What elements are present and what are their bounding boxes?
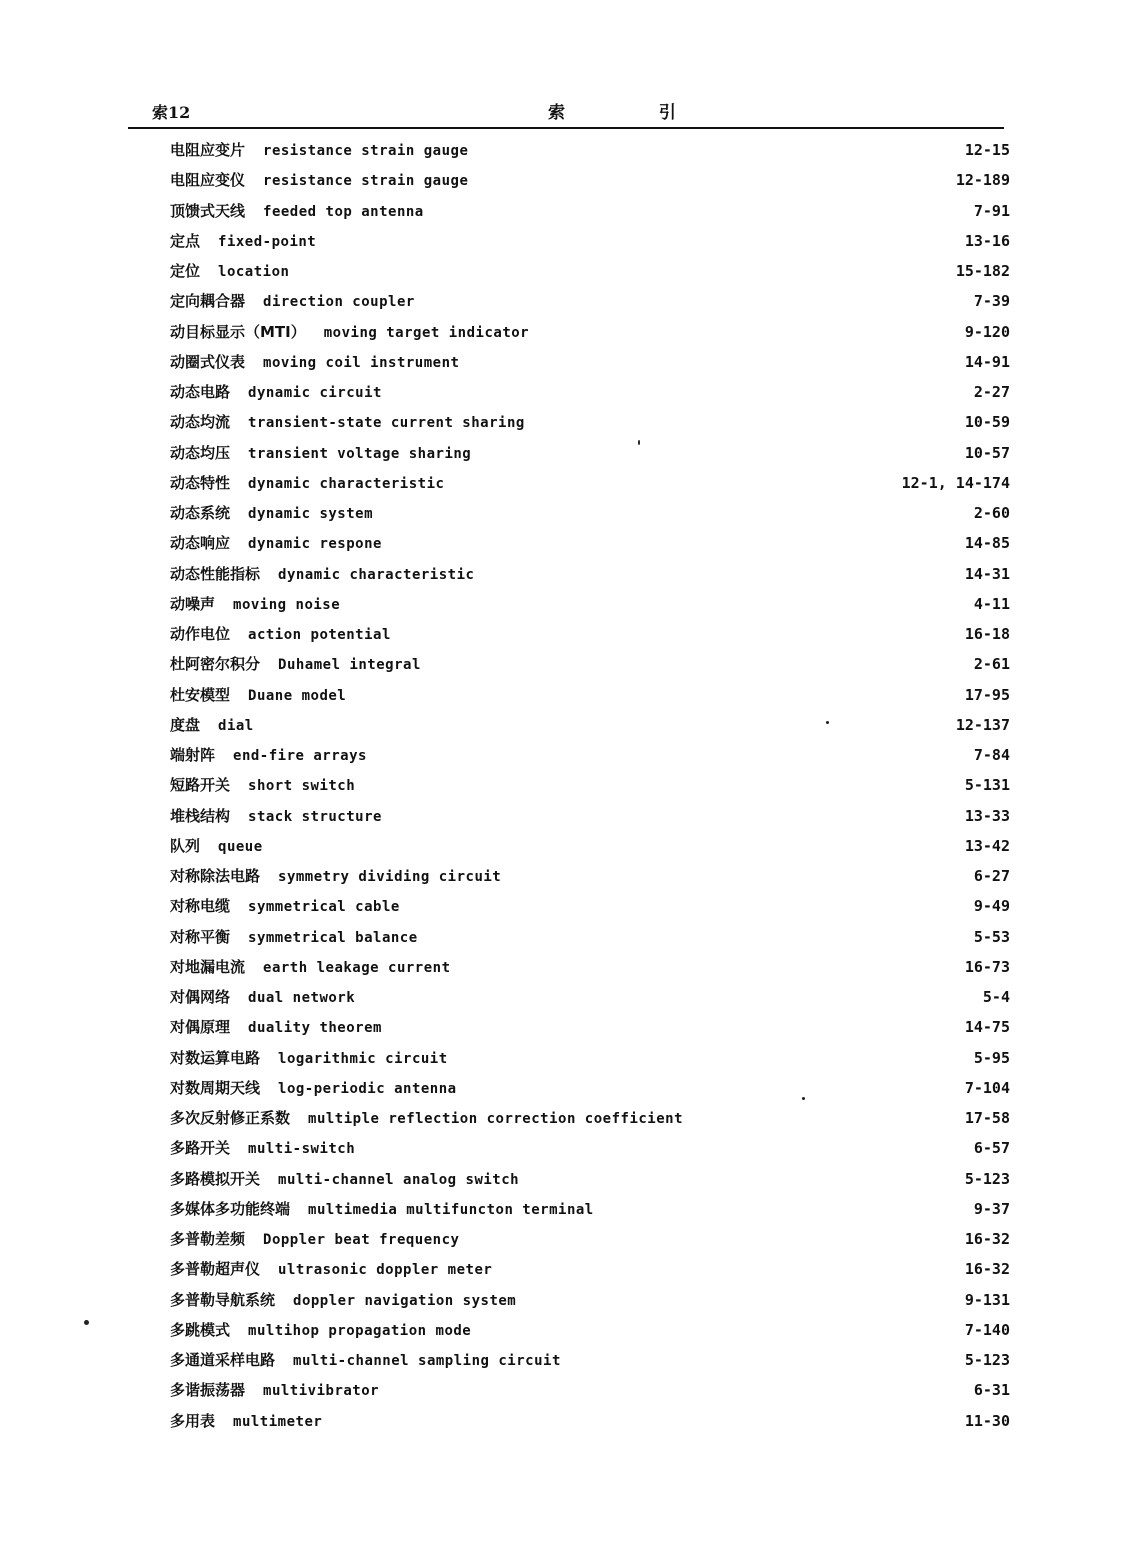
index-entry bbox=[170, 137, 1010, 167]
index-entry bbox=[170, 288, 1010, 318]
entry-english-term: logarithmic circuit bbox=[278, 1050, 448, 1067]
entry-page-reference: 5-131 bbox=[964, 776, 1010, 795]
index-entry bbox=[170, 1045, 1010, 1075]
index-entry-list bbox=[170, 137, 1010, 1438]
entry-page-reference: 15-182 bbox=[955, 262, 1010, 280]
index-entry bbox=[170, 954, 1010, 984]
entry-chinese-term: 多跳模式 bbox=[170, 1320, 231, 1339]
entry-chinese-term: 顶馈式天线 bbox=[170, 201, 246, 220]
entry-chinese-term: 杜安模型 bbox=[170, 685, 231, 704]
entry-chinese-term: 对地漏电流 bbox=[170, 957, 246, 976]
index-entry bbox=[170, 228, 1010, 258]
index-entry bbox=[170, 1135, 1010, 1165]
entry-chinese-term: 多路模拟开关 bbox=[170, 1169, 261, 1188]
index-entry bbox=[170, 1014, 1010, 1044]
entry-page-reference: 5-123 bbox=[964, 1351, 1010, 1369]
entry-chinese-term: 动圈式仪表 bbox=[170, 352, 246, 371]
entry-page-reference: 12-15 bbox=[964, 141, 1010, 159]
index-entry bbox=[170, 1196, 1010, 1226]
index-entry bbox=[170, 1377, 1010, 1407]
entry-english-term: duality theorem bbox=[248, 1020, 382, 1037]
entry-page-reference: 7-84 bbox=[973, 746, 1010, 764]
entry-page-reference: 2-27 bbox=[973, 383, 1010, 401]
entry-english-term: multi-channel sampling circuit bbox=[293, 1353, 561, 1369]
entry-english-term: direction coupler bbox=[263, 294, 415, 311]
entry-page-reference: 11-30 bbox=[964, 1411, 1010, 1430]
entry-chinese-term: 度盘 bbox=[170, 715, 201, 734]
entry-chinese-term: 动态均流 bbox=[170, 413, 231, 432]
entry-english-term: dynamic circuit bbox=[248, 385, 382, 401]
index-entry bbox=[170, 500, 1010, 530]
entry-english-term: dynamic respone bbox=[248, 536, 382, 553]
entry-english-term: feeded top antenna bbox=[263, 203, 424, 220]
entry-chinese-term: 电阻应变片 bbox=[170, 141, 246, 159]
entry-chinese-term: 杜阿密尔积分 bbox=[170, 655, 261, 674]
entry-english-term: multivibrator bbox=[263, 1383, 380, 1400]
entry-english-term: resistance strain gauge bbox=[263, 143, 469, 159]
index-entry bbox=[170, 198, 1010, 228]
index-entry bbox=[170, 1226, 1010, 1256]
entry-page-reference: 16-32 bbox=[964, 1230, 1010, 1248]
entry-chinese-term: 定向耦合器 bbox=[170, 292, 246, 311]
index-entry bbox=[170, 1408, 1010, 1438]
entry-page-reference: 6-57 bbox=[973, 1139, 1010, 1158]
entry-english-term: multimedia multifuncton terminal bbox=[308, 1201, 594, 1218]
entry-page-reference: 2-60 bbox=[973, 504, 1010, 522]
entry-chinese-term: 动态响应 bbox=[170, 534, 231, 553]
entry-chinese-term: 电阻应变仪 bbox=[170, 171, 246, 190]
index-entry bbox=[170, 1166, 1010, 1196]
index-entry bbox=[170, 803, 1010, 833]
entry-english-term: location bbox=[218, 264, 290, 280]
entry-english-term: action potential bbox=[248, 627, 391, 643]
entry-chinese-term: 多谐振荡器 bbox=[170, 1381, 246, 1400]
entry-english-term: symmetrical cable bbox=[248, 899, 400, 916]
entry-english-term: dynamic system bbox=[248, 506, 374, 522]
scan-speck bbox=[638, 440, 640, 445]
entry-page-reference: 14-75 bbox=[964, 1018, 1010, 1037]
index-entry bbox=[170, 167, 1010, 197]
index-entry bbox=[170, 682, 1010, 712]
index-entry bbox=[170, 440, 1010, 470]
index-entry bbox=[170, 349, 1010, 379]
entry-page-reference: 6-31 bbox=[973, 1381, 1010, 1400]
entry-chinese-term: 多路开关 bbox=[170, 1139, 231, 1158]
entry-chinese-term: 对数周期天线 bbox=[170, 1078, 261, 1097]
entry-page-reference: 14-91 bbox=[964, 352, 1010, 371]
entry-page-reference: 17-58 bbox=[964, 1109, 1010, 1127]
index-entry bbox=[170, 712, 1010, 742]
entry-english-term: short switch bbox=[248, 778, 356, 795]
entry-page-reference: 6-27 bbox=[973, 867, 1010, 885]
entry-chinese-term: 动态性能指标 bbox=[170, 564, 261, 583]
page-title: 索 引 bbox=[548, 103, 720, 123]
index-entry bbox=[170, 1105, 1010, 1135]
entry-english-term: moving target indicator bbox=[323, 324, 530, 341]
entry-page-reference: 4-11 bbox=[973, 594, 1010, 613]
entry-page-reference: 5-95 bbox=[973, 1048, 1010, 1067]
index-entry bbox=[170, 470, 1010, 500]
entry-chinese-term: 多普勒导航系统 bbox=[170, 1290, 276, 1309]
index-entry bbox=[170, 1075, 1010, 1105]
scan-speck bbox=[826, 721, 829, 724]
entry-english-term: multimeter bbox=[233, 1413, 323, 1430]
entry-page-reference: 13-33 bbox=[964, 806, 1010, 825]
index-entry bbox=[170, 924, 1010, 954]
entry-english-term: transient voltage sharing bbox=[248, 445, 472, 462]
index-entry bbox=[170, 561, 1010, 591]
entry-page-reference: 9-37 bbox=[973, 1199, 1010, 1218]
page-header bbox=[128, 96, 1004, 126]
entry-chinese-term: 短路开关 bbox=[170, 776, 231, 795]
entry-english-term: queue bbox=[218, 838, 263, 855]
entry-english-term: Duane model bbox=[248, 687, 347, 704]
entry-page-reference: 12-189 bbox=[955, 171, 1010, 190]
entry-page-reference: 7-104 bbox=[964, 1078, 1010, 1097]
entry-english-term: dynamic characteristic bbox=[248, 475, 445, 492]
entry-page-reference: 5-123 bbox=[964, 1169, 1010, 1188]
entry-english-term: Doppler beat frequency bbox=[263, 1232, 460, 1248]
entry-page-reference: 9-120 bbox=[964, 322, 1010, 341]
entry-english-term: multi-switch bbox=[248, 1141, 356, 1158]
entry-english-term: multiple reflection correction coefficient bbox=[308, 1111, 684, 1127]
index-entry bbox=[170, 742, 1010, 772]
entry-page-reference: 16-18 bbox=[964, 625, 1010, 643]
entry-page-reference: 9-49 bbox=[973, 897, 1010, 916]
entry-english-term: Duhamel integral bbox=[278, 657, 421, 674]
entry-page-reference: 16-73 bbox=[964, 957, 1010, 976]
entry-english-term: resistance strain gauge bbox=[263, 173, 469, 190]
index-entry bbox=[170, 1317, 1010, 1347]
entry-page-reference: 14-85 bbox=[964, 534, 1010, 553]
entry-english-term: end-fire arrays bbox=[233, 748, 367, 764]
index-entry bbox=[170, 319, 1010, 349]
entry-english-term: doppler navigation system bbox=[293, 1292, 517, 1309]
entry-chinese-term: 定位 bbox=[170, 262, 201, 280]
index-entry bbox=[170, 1347, 1010, 1377]
entry-chinese-term: 动噪声 bbox=[170, 594, 216, 613]
entry-page-reference: 12-137 bbox=[955, 715, 1010, 734]
entry-page-reference: 14-31 bbox=[964, 564, 1010, 583]
entry-chinese-term: 动目标显示（MTI） bbox=[170, 322, 306, 341]
entry-page-reference: 5-53 bbox=[973, 927, 1010, 946]
entry-chinese-term: 多通道采样电路 bbox=[170, 1351, 276, 1369]
entry-page-reference: 9-131 bbox=[964, 1290, 1010, 1309]
scan-speck bbox=[802, 1097, 805, 1100]
index-entry bbox=[170, 833, 1010, 863]
entry-english-term: dual network bbox=[248, 990, 356, 1006]
entry-page-reference: 13-16 bbox=[964, 231, 1010, 250]
entry-english-term: dial bbox=[218, 717, 254, 734]
entry-page-reference: 10-59 bbox=[964, 413, 1010, 432]
entry-english-term: log-periodic antenna bbox=[278, 1080, 457, 1097]
entry-english-term: moving noise bbox=[233, 596, 341, 613]
entry-chinese-term: 对偶原理 bbox=[170, 1018, 231, 1037]
entry-page-reference: 16-32 bbox=[964, 1260, 1010, 1279]
index-entry bbox=[170, 984, 1010, 1014]
entry-page-reference: 2-61 bbox=[973, 655, 1010, 674]
entry-english-term: fixed-point bbox=[218, 233, 317, 250]
entry-chinese-term: 动态均压 bbox=[170, 443, 231, 462]
entry-chinese-term: 对称电缆 bbox=[170, 897, 231, 916]
entry-chinese-term: 多媒体多功能终端 bbox=[170, 1199, 291, 1218]
entry-page-reference: 7-39 bbox=[973, 292, 1010, 311]
entry-chinese-term: 动态系统 bbox=[170, 504, 231, 522]
entry-english-term: earth leakage current bbox=[263, 959, 451, 976]
index-entry bbox=[170, 1287, 1010, 1317]
index-entry bbox=[170, 863, 1010, 893]
entry-page-reference: 12-1, 14-174 bbox=[901, 473, 1010, 492]
index-entry bbox=[170, 651, 1010, 681]
entry-chinese-term: 多次反射修正系数 bbox=[170, 1109, 291, 1127]
entry-english-term: symmetry dividing circuit bbox=[278, 869, 502, 885]
index-entry bbox=[170, 893, 1010, 923]
scan-speck bbox=[84, 1320, 89, 1325]
entry-chinese-term: 动态电路 bbox=[170, 383, 231, 401]
entry-page-reference: 10-57 bbox=[964, 443, 1010, 462]
entry-chinese-term: 对称除法电路 bbox=[170, 867, 261, 885]
entry-chinese-term: 定点 bbox=[170, 231, 201, 250]
entry-page-reference: 7-91 bbox=[973, 201, 1010, 220]
index-entry bbox=[170, 379, 1010, 409]
index-entry bbox=[170, 772, 1010, 802]
index-entry bbox=[170, 1256, 1010, 1286]
entry-page-reference: 5-4 bbox=[982, 988, 1010, 1006]
entry-chinese-term: 对偶网络 bbox=[170, 988, 231, 1006]
entry-english-term: stack structure bbox=[248, 808, 382, 825]
index-entry bbox=[170, 409, 1010, 439]
entry-chinese-term: 队列 bbox=[170, 836, 201, 855]
entry-chinese-term: 多用表 bbox=[170, 1411, 216, 1430]
entry-chinese-term: 堆栈结构 bbox=[170, 806, 231, 825]
entry-chinese-term: 多普勒差频 bbox=[170, 1230, 246, 1248]
entry-english-term: transient-state current sharing bbox=[248, 415, 525, 432]
entry-chinese-term: 动作电位 bbox=[170, 625, 231, 643]
page-label: 索12 bbox=[152, 103, 191, 122]
index-entry bbox=[170, 258, 1010, 288]
entry-chinese-term: 动态特性 bbox=[170, 473, 231, 492]
entry-chinese-term: 端射阵 bbox=[170, 746, 216, 764]
entry-page-reference: 13-42 bbox=[964, 836, 1010, 855]
index-entry bbox=[170, 530, 1010, 560]
entry-page-reference: 17-95 bbox=[964, 685, 1010, 704]
entry-english-term: multi-channel analog switch bbox=[278, 1171, 520, 1188]
header-rule bbox=[128, 127, 1004, 129]
entry-chinese-term: 多普勒超声仪 bbox=[170, 1260, 261, 1279]
index-entry bbox=[170, 591, 1010, 621]
entry-chinese-term: 对称平衡 bbox=[170, 927, 231, 946]
entry-english-term: dynamic characteristic bbox=[278, 566, 475, 583]
index-entry bbox=[170, 621, 1010, 651]
entry-english-term: moving coil instrument bbox=[263, 354, 460, 371]
entry-page-reference: 7-140 bbox=[964, 1320, 1010, 1339]
entry-english-term: multihop propagation mode bbox=[248, 1322, 472, 1339]
entry-english-term: ultrasonic doppler meter bbox=[278, 1262, 493, 1279]
entry-english-term: symmetrical balance bbox=[248, 929, 418, 946]
entry-chinese-term: 对数运算电路 bbox=[170, 1048, 261, 1067]
